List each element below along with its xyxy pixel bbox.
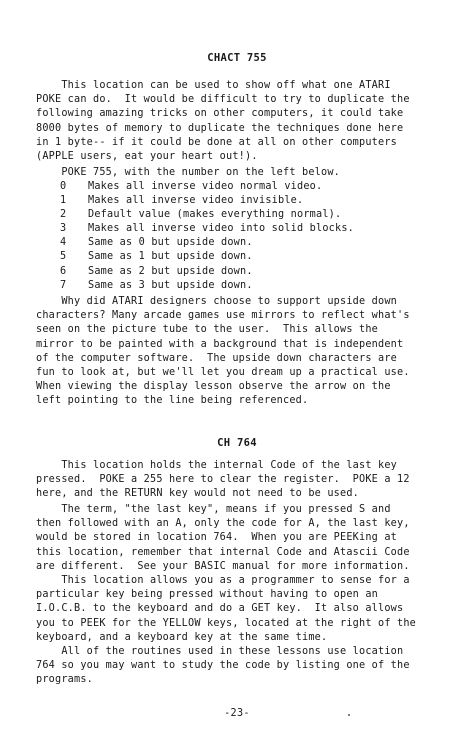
list-item-number: 4 bbox=[60, 237, 67, 249]
list-item bbox=[60, 265, 354, 279]
poke-value-list bbox=[60, 180, 354, 293]
text-line: seen on the picture tube to the user. This allows the bbox=[36, 324, 379, 336]
text-line: are different. See your BASIC manual for more information. bbox=[36, 560, 410, 572]
paragraph-last-key bbox=[36, 503, 446, 574]
text-line: this location, remember that internal Code and Atascii Code bbox=[36, 546, 410, 558]
list-item-text: Makes all inverse video invisible. bbox=[88, 195, 304, 207]
list-item-text: Same as 3 but upside down. bbox=[88, 279, 253, 291]
text-line: of the computer software. The upside down characters are bbox=[36, 352, 398, 364]
text-line: fun to look at, but we'll let you dream up a practical use. bbox=[36, 367, 410, 379]
paragraph-routines bbox=[36, 645, 446, 688]
list-item-number: 7 bbox=[60, 279, 67, 291]
text-line: following amazing tricks on other computers, it could take bbox=[36, 108, 404, 120]
text-line: programs. bbox=[36, 674, 94, 686]
list-item-text: Default value (makes everything normal). bbox=[88, 209, 342, 221]
text-line: pressed. POKE a 255 here to clear the register. POKE a 12 bbox=[36, 474, 410, 486]
list-item bbox=[60, 208, 354, 222]
text-line: characters? Many arcade games use mirrors to reflect what's bbox=[36, 310, 410, 322]
text-line: 764 so you may want to study the code by listing one of the bbox=[36, 660, 410, 672]
text-line: here, and the RETURN key would not need to be used. bbox=[36, 488, 360, 500]
list-item bbox=[60, 250, 354, 264]
paragraph-ch-intro bbox=[36, 459, 446, 502]
paragraph-chact-intro bbox=[36, 79, 446, 164]
text-line: then followed with an A, only the code for A, the last key, bbox=[36, 518, 410, 530]
text-line: This location can be used to show off what one ATARI bbox=[36, 80, 391, 91]
list-item bbox=[60, 279, 354, 293]
list-item-number: 3 bbox=[60, 223, 67, 235]
text-line: keyboard, and a keyboard key at the same time. bbox=[36, 631, 328, 643]
text-line: mirror to be painted with a background that is independent bbox=[36, 338, 404, 350]
list-item-text: Makes all inverse video into solid blocks. bbox=[88, 223, 355, 235]
list-item-text: Same as 2 but upside down. bbox=[88, 265, 253, 277]
paragraph-sense-key bbox=[36, 574, 446, 645]
text-line: When viewing the display lesson observe the arrow on the bbox=[36, 381, 391, 393]
list-item bbox=[60, 180, 354, 194]
text-line: particular key being pressed without having to open an bbox=[36, 589, 379, 601]
text-line: POKE 755, with the number on the left below. bbox=[36, 167, 341, 178]
list-item-text: Same as 1 but upside down. bbox=[88, 251, 253, 263]
list-item-number: 1 bbox=[60, 195, 67, 207]
list-item-text: Same as 0 but upside down. bbox=[88, 237, 253, 249]
list-item bbox=[60, 236, 354, 250]
text-line: The term, "the last key", means if you pressed S and bbox=[36, 504, 391, 515]
section-heading-chact-755: CHACT 755 bbox=[207, 52, 267, 64]
text-line: This location allows you as a programmer to sense for a bbox=[36, 575, 410, 586]
section-heading-ch-764: CH 764 bbox=[217, 437, 257, 449]
list-item bbox=[60, 222, 354, 236]
text-line: POKE can do. It would be difficult to try to duplicate the bbox=[36, 94, 410, 106]
text-line: 8000 bytes of memory to duplicate the techniques done here bbox=[36, 122, 404, 134]
list-item-number: 2 bbox=[60, 209, 67, 221]
list-item-text: Makes all inverse video normal video. bbox=[88, 181, 323, 192]
text-line: you to PEEK for the YELLOW keys, located at the right of the bbox=[36, 617, 417, 629]
paragraph-poke-755 bbox=[36, 166, 446, 180]
text-line: (APPLE users, eat your heart out!). bbox=[36, 151, 258, 163]
text-line: All of the routines used in these lessons use location bbox=[36, 646, 404, 657]
text-line: This location holds the internal Code of the last key bbox=[36, 460, 398, 471]
list-item-number: 6 bbox=[60, 265, 67, 277]
paragraph-upside-down bbox=[36, 295, 446, 409]
text-line: I.O.C.B. to the keyboard and do a GET key. It also allows bbox=[36, 603, 404, 615]
list-item-number: 0 bbox=[60, 181, 67, 192]
list-item-number: 5 bbox=[60, 251, 67, 263]
text-line: left pointing to the line being referenced. bbox=[36, 395, 309, 407]
scan-speck bbox=[348, 714, 350, 716]
text-line: would be stored in location 764. When you are PEEKing at bbox=[36, 532, 398, 544]
page-number: -23- bbox=[224, 708, 250, 719]
text-line: Why did ATARI designers choose to support upside down bbox=[36, 296, 398, 307]
text-line: in 1 byte-- if it could be done at all on other computers bbox=[36, 136, 398, 148]
list-item bbox=[60, 194, 354, 208]
